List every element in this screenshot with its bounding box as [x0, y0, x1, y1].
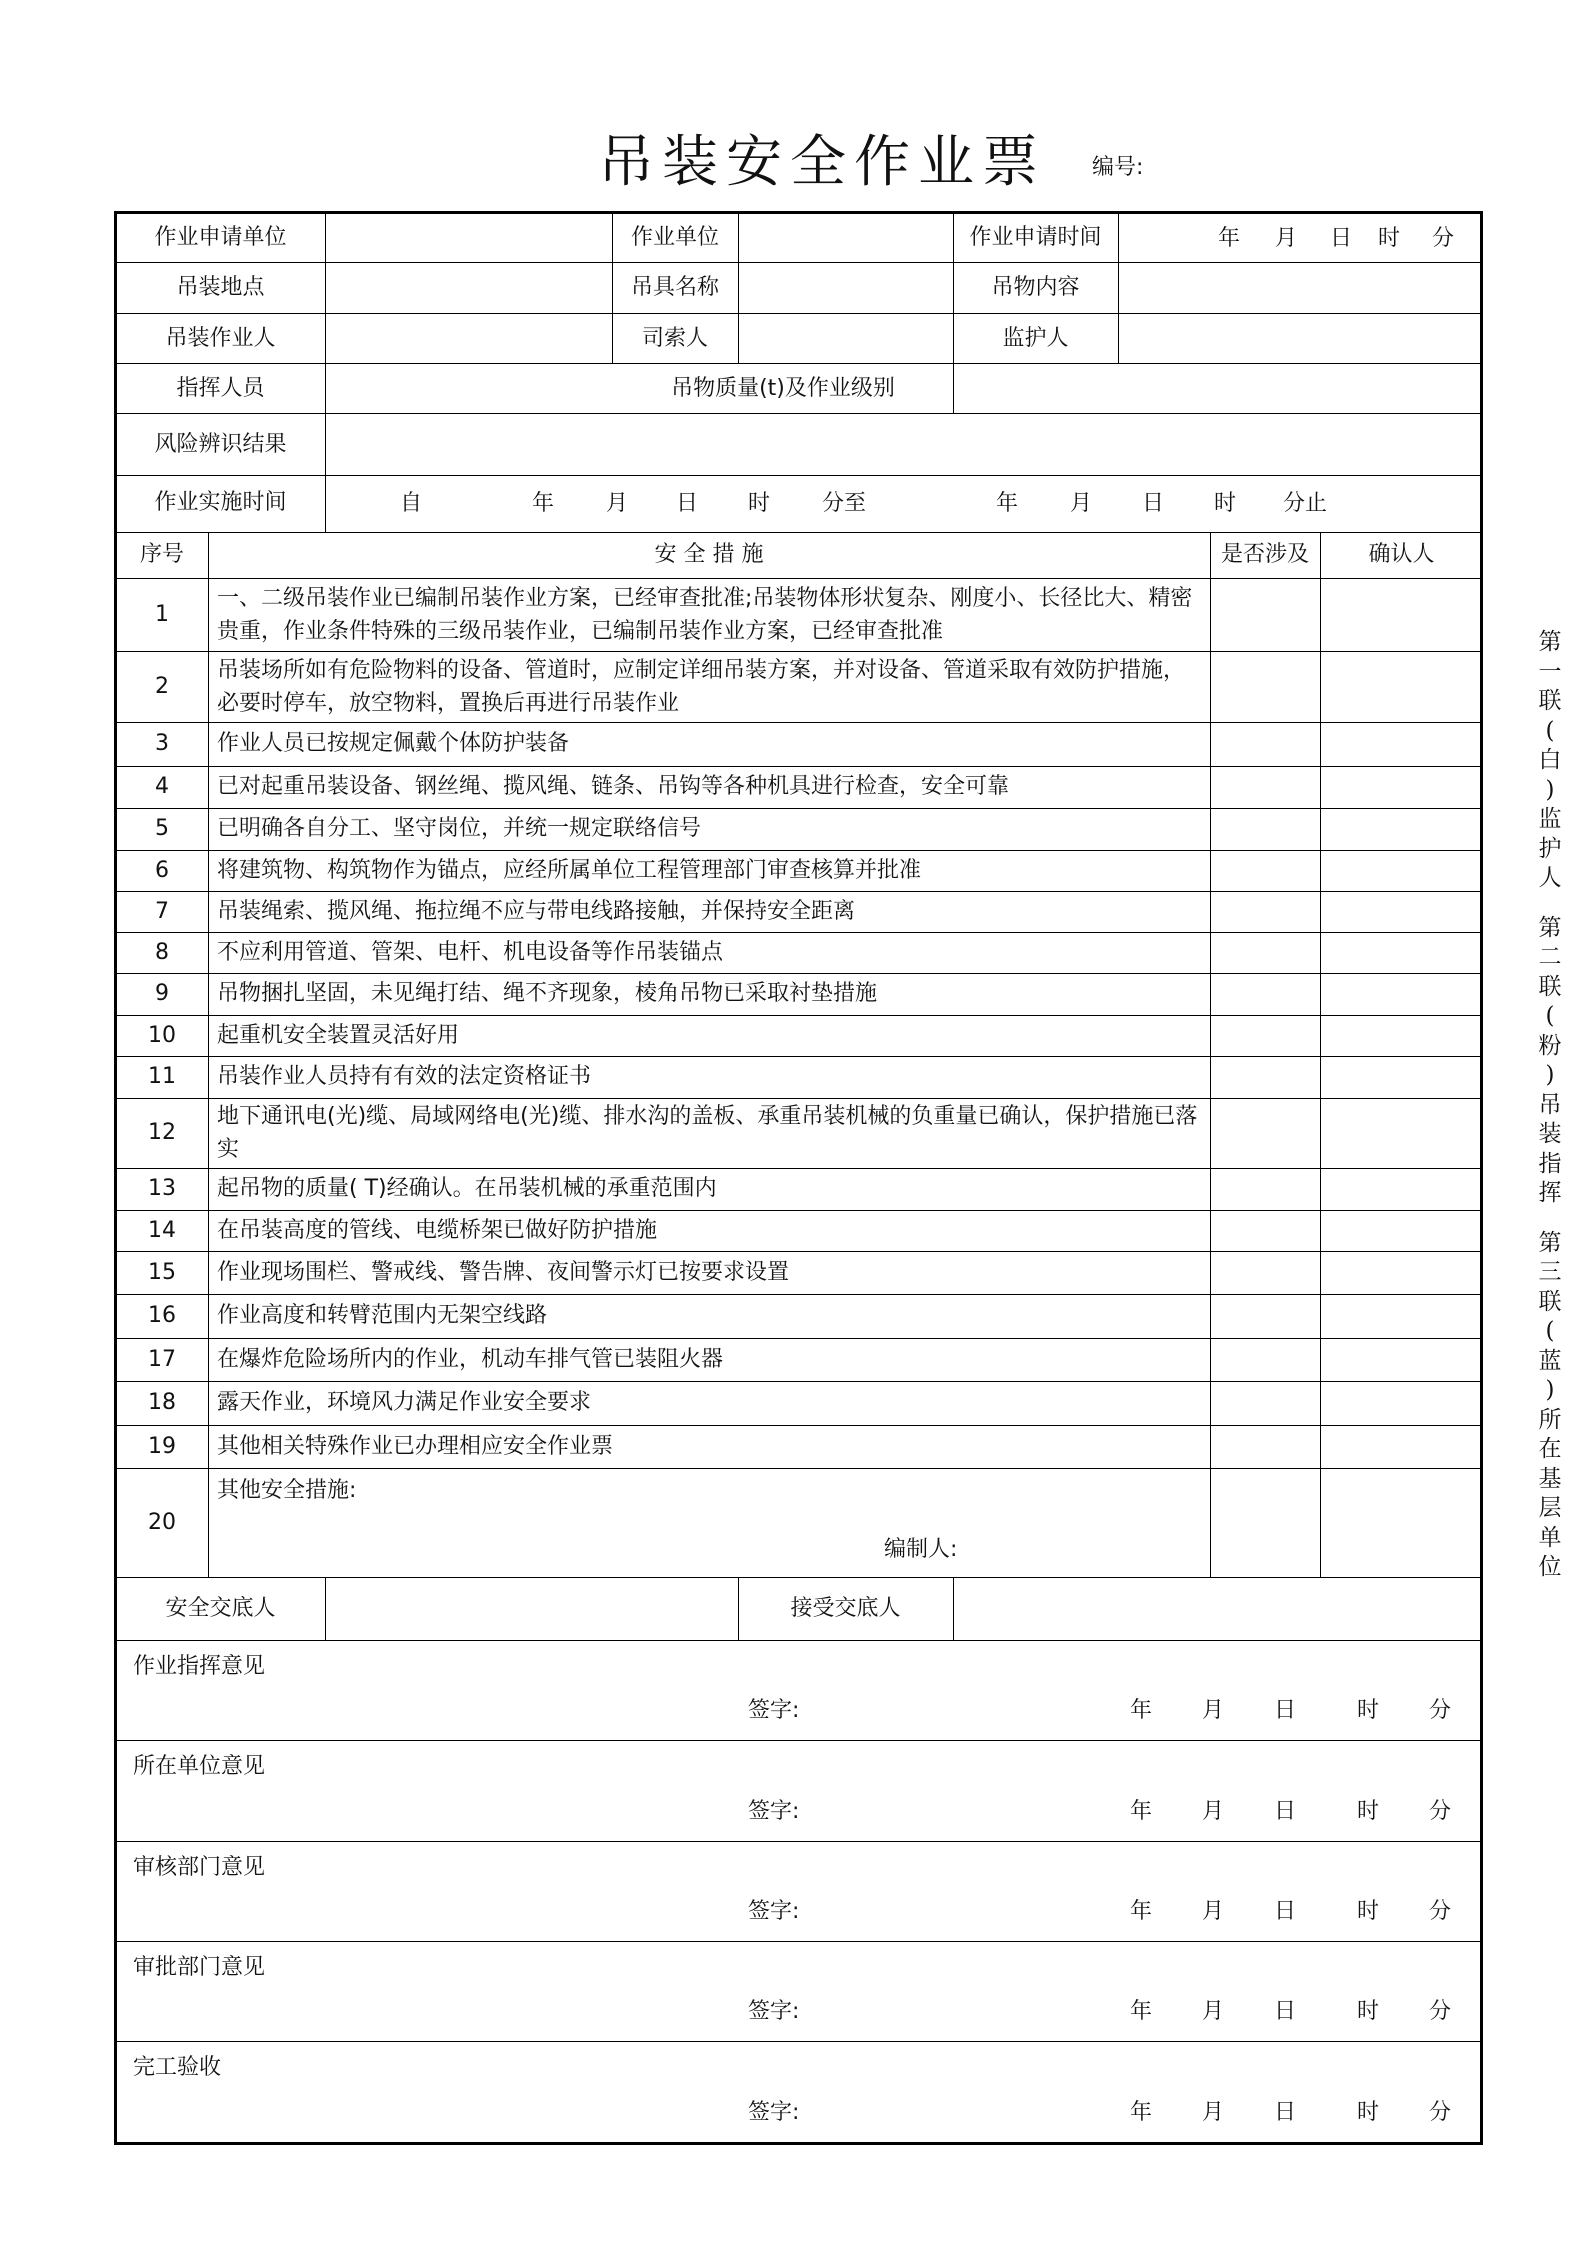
side-note-char: 第 — [1538, 629, 1562, 655]
risk-field[interactable] — [326, 414, 1481, 474]
opinion-date-unit: 时 — [1357, 2100, 1380, 2125]
label-guardian: 监护人 — [1002, 326, 1069, 351]
impl-time-unit: 分至 — [822, 491, 867, 516]
impl-time-field[interactable] — [326, 476, 1481, 531]
involved-cell[interactable] — [1211, 809, 1319, 850]
measure-text: 露天作业，环境风力满足作业安全要求 — [217, 1390, 592, 1415]
opinion-field[interactable] — [118, 1785, 1480, 1791]
measure-row-number: 12 — [148, 1120, 176, 1145]
involved-cell[interactable] — [1211, 851, 1319, 891]
impl-from: 自 — [400, 491, 423, 516]
measure-row-number: 10 — [148, 1022, 176, 1048]
measure-text: 一、二级吊装作业已编制吊装作业方案，已经审查批准;吊装物体形状复杂、刚度小、长径比大、精密贵重，作业条件特殊的三级吊装作业，已编制吊装作业方案，已经审查批准 — [217, 585, 1193, 644]
confirm-cell[interactable] — [1321, 1382, 1481, 1425]
measure-row-number: 20 — [148, 1509, 176, 1535]
side-note-char — [1535, 894, 1565, 914]
side-note-char: 基 — [1538, 1465, 1562, 1492]
side-note-char: 所 — [1538, 1406, 1562, 1433]
mass-level-field[interactable] — [954, 364, 1481, 412]
apply-time-unit: 年 — [1218, 226, 1241, 251]
commander-field[interactable] — [326, 364, 611, 412]
opinion-date-unit: 分 — [1429, 1698, 1452, 1723]
opinion-date-unit: 分 — [1429, 1799, 1452, 1824]
side-note-char: 指 — [1538, 1150, 1562, 1177]
apply-time-unit: 月 — [1275, 226, 1298, 251]
opinion-label: 审批部门意见 — [133, 1955, 266, 1980]
side-note-char: 装 — [1538, 1121, 1562, 1147]
apply-time-unit: 分 — [1432, 226, 1455, 251]
impl-time-unit: 时 — [1214, 491, 1237, 516]
involved-cell[interactable] — [1211, 1426, 1319, 1468]
measure-text: 已对起重吊装设备、钢丝绳、揽风绳、链条、吊钩等各种机具进行检查，安全可靠 — [217, 774, 1010, 799]
measure-row-number: 4 — [155, 774, 169, 799]
opinion-date-unit: 年 — [1130, 1899, 1153, 1924]
opinion-label: 审核部门意见 — [133, 1855, 266, 1880]
measure-row-number: 17 — [148, 1346, 176, 1372]
side-note-char: ) — [1545, 776, 1555, 803]
confirm-cell[interactable] — [1321, 809, 1481, 850]
opinion-date-unit: 月 — [1202, 1999, 1225, 2024]
measure-text: 作业现场围栏、警戒线、警告牌、夜间警示灯已按要求设置 — [217, 1259, 790, 1285]
opinion-date-unit: 时 — [1357, 1799, 1380, 1824]
column-header-measure: 安 全 措 施 — [654, 542, 764, 567]
measure-text: 已明确各自分工、坚守岗位，并统一规定联络信号 — [217, 816, 702, 841]
confirm-cell[interactable] — [1321, 851, 1481, 891]
side-note-char: ( — [1545, 1003, 1555, 1029]
involved-cell[interactable] — [1211, 1339, 1319, 1381]
side-note-char: ( — [1545, 717, 1555, 744]
grid-line — [114, 1841, 1483, 1842]
opinion-date-unit: 月 — [1202, 1698, 1225, 1723]
location-field[interactable] — [326, 263, 611, 312]
confirm-cell[interactable] — [1321, 652, 1481, 722]
measure-text: 吊装场所如有危险物料的设备、管道时，应制定详细吊装方案，并对设备、管道采取有效防护措施，必要时停车，放空物料，置换后再进行吊装作业 — [217, 657, 1186, 716]
side-note-char: 层 — [1538, 1495, 1562, 1521]
opinion-date-unit: 分 — [1429, 2100, 1452, 2125]
grid-line — [208, 532, 209, 1577]
side-note-char: 挥 — [1538, 1180, 1562, 1206]
signature-label: 签字: — [748, 1799, 800, 1824]
confirm-cell[interactable] — [1321, 1211, 1481, 1251]
apply-unit-field[interactable] — [326, 215, 611, 261]
label-cargo-content: 吊物内容 — [991, 275, 1080, 300]
column-header-no: 序号 — [139, 542, 184, 567]
page-title: 吊装安全作业票 — [598, 130, 1046, 195]
side-note-char: 监 — [1538, 806, 1562, 832]
opinion-date-unit: 分 — [1429, 1999, 1452, 2024]
side-note-char: 位 — [1538, 1554, 1562, 1580]
confirm-cell[interactable] — [1321, 767, 1481, 808]
label-location: 吊装地点 — [176, 275, 265, 300]
opinion-label: 所在单位意见 — [133, 1754, 266, 1779]
rigger-field[interactable] — [739, 314, 952, 362]
measure-text: 吊装绳索、揽风绳、拖拉绳不应与带电线路接触，并保持安全距离 — [217, 898, 856, 924]
label-risk: 风险辨识结果 — [154, 432, 287, 457]
impl-time-unit: 分止 — [1283, 491, 1328, 516]
side-note-char: 单 — [1538, 1524, 1562, 1551]
side-note-char: 蓝 — [1538, 1347, 1562, 1374]
involved-cell[interactable] — [1211, 974, 1319, 1015]
opinion-date-unit: 时 — [1357, 1899, 1380, 1924]
opinion-date-unit: 日 — [1274, 2100, 1297, 2125]
column-header-involved: 是否涉及 — [1220, 542, 1309, 567]
measure-author-label: 编制人: — [884, 1537, 958, 1562]
involved-cell[interactable] — [1211, 1016, 1319, 1056]
side-note-char: 在 — [1538, 1436, 1562, 1462]
opinion-date-unit: 月 — [1202, 1799, 1225, 1824]
measure-row-number: 8 — [155, 939, 169, 965]
tool-name-field[interactable] — [739, 263, 952, 312]
signature-label: 签字: — [748, 2100, 800, 2125]
measure-text: 作业高度和转臂范围内无架空线路 — [217, 1303, 548, 1328]
measure-text: 在爆炸危险场所内的作业，机动车排气管已装阻火器 — [217, 1346, 724, 1372]
impl-time-unit: 时 — [748, 491, 771, 516]
measure-row-number: 15 — [148, 1259, 176, 1285]
confirm-cell[interactable] — [1321, 1016, 1481, 1056]
side-note-char: 白 — [1538, 747, 1562, 773]
opinion-date-unit: 月 — [1202, 1899, 1225, 1924]
side-note-char: 联 — [1538, 688, 1562, 714]
opinion-date-unit: 年 — [1130, 2100, 1153, 2125]
apply-time-unit: 时 — [1378, 226, 1401, 251]
label-operator: 吊装作业人 — [165, 326, 276, 351]
involved-cell[interactable] — [1211, 1469, 1319, 1577]
measure-row-number: 16 — [148, 1303, 176, 1328]
involved-cell[interactable] — [1211, 892, 1319, 932]
opinion-date-unit: 年 — [1130, 1999, 1153, 2024]
impl-time-unit: 日 — [1142, 491, 1165, 516]
confirm-cell[interactable] — [1321, 1426, 1481, 1468]
measure-text: 其他相关特殊作业已办理相应安全作业票 — [217, 1433, 614, 1459]
confirm-cell[interactable] — [1321, 974, 1481, 1015]
confirm-cell[interactable] — [1321, 1295, 1481, 1338]
grid-line — [114, 1640, 1483, 1641]
grid-line — [114, 532, 1483, 533]
involved-cell[interactable] — [1211, 1382, 1319, 1425]
confirm-cell[interactable] — [1321, 1339, 1481, 1381]
side-note-char: 三 — [1538, 1259, 1562, 1285]
impl-time-unit: 月 — [606, 491, 629, 516]
work-permit-form — [114, 211, 1483, 2145]
measure-text: 地下通讯电(光)缆、局域网络电(光)缆、排水沟的盖板、承重吊装机械的负重量已确认，保护措施已落实 — [217, 1104, 1198, 1162]
side-note-char: 联 — [1538, 973, 1562, 1000]
impl-time-unit: 年 — [996, 491, 1019, 516]
confirm-cell[interactable] — [1321, 933, 1481, 973]
opinion-label: 作业指挥意见 — [133, 1654, 266, 1679]
apply-time-unit: 日 — [1330, 226, 1353, 251]
measure-text: 吊物捆扎坚固，未见绳打结、绳不齐现象，棱角吊物已采取衬垫措施 — [217, 981, 878, 1006]
label-commander: 指挥人员 — [176, 376, 265, 401]
measure-row-number: 18 — [148, 1390, 176, 1415]
apply-time-field[interactable] — [1119, 215, 1481, 261]
confirm-cell[interactable] — [1321, 1252, 1481, 1294]
opinion-field[interactable] — [118, 2086, 1480, 2092]
grid-line — [612, 214, 613, 363]
side-note-char: 一 — [1538, 658, 1562, 685]
measure-text: 起吊物的质量( T)经确认。在吊装机械的承重范围内 — [217, 1176, 717, 1201]
involved-cell[interactable] — [1211, 1295, 1319, 1338]
side-note-char: 人 — [1538, 865, 1562, 891]
measure-text: 其他安全措施: — [217, 1478, 357, 1503]
cargo-content-field[interactable] — [1119, 263, 1481, 312]
involved-cell[interactable] — [1211, 1057, 1319, 1098]
opinion-label: 完工验收 — [133, 2055, 222, 2080]
label-work-unit: 作业单位 — [630, 225, 719, 250]
opinion-date-unit: 日 — [1274, 1698, 1297, 1723]
label-safety-giver: 安全交底人 — [165, 1596, 276, 1621]
opinion-date-unit: 日 — [1274, 1899, 1297, 1924]
label-tool-name: 吊具名称 — [630, 275, 719, 300]
work-unit-field[interactable] — [739, 215, 952, 261]
grid-line — [114, 1740, 1483, 1741]
copy-distribution-note — [1535, 628, 1565, 1583]
opinion-date-unit: 日 — [1274, 1999, 1297, 2024]
impl-time-unit: 月 — [1070, 491, 1093, 516]
involved-cell[interactable] — [1211, 652, 1319, 722]
involved-cell[interactable] — [1211, 933, 1319, 973]
measure-row-number: 1 — [155, 601, 169, 627]
opinion-date-unit: 日 — [1274, 1799, 1297, 1824]
involved-cell[interactable] — [1211, 579, 1319, 651]
confirm-cell[interactable] — [1321, 579, 1481, 651]
measure-row-number: 3 — [155, 731, 169, 756]
opinion-field[interactable] — [118, 1685, 1480, 1690]
measure-row-number: 5 — [155, 816, 169, 841]
grid-line — [953, 214, 954, 363]
measure-row-number: 9 — [155, 981, 169, 1006]
measure-row-number: 11 — [148, 1064, 176, 1089]
measure-text: 作业人员已按规定佩戴个体防护装备 — [217, 731, 570, 756]
impl-time-unit: 日 — [676, 491, 699, 516]
opinion-date-unit: 年 — [1130, 1799, 1153, 1824]
label-safety-receiver: 接受交底人 — [790, 1596, 901, 1621]
impl-time-unit: 年 — [532, 491, 555, 516]
measure-row-number: 14 — [148, 1217, 176, 1243]
confirm-cell[interactable] — [1321, 1057, 1481, 1098]
confirm-cell[interactable] — [1321, 1469, 1481, 1577]
side-note-char: ) — [1545, 1062, 1555, 1088]
confirm-cell[interactable] — [1321, 1099, 1481, 1168]
involved-cell[interactable] — [1211, 723, 1319, 766]
signature-label: 签字: — [748, 1999, 800, 2024]
grid-line — [738, 1577, 739, 1640]
opinion-date-unit: 分 — [1429, 1899, 1452, 1924]
involved-cell[interactable] — [1211, 767, 1319, 808]
label-impl-time: 作业实施时间 — [154, 490, 287, 515]
label-mass-level: 吊物质量(t)及作业级别 — [671, 376, 895, 401]
confirm-cell[interactable] — [1321, 1169, 1481, 1210]
measure-text: 吊装作业人员持有有效的法定资格证书 — [217, 1064, 592, 1089]
side-note-char: 护 — [1538, 835, 1562, 862]
signature-label: 签字: — [748, 1899, 800, 1924]
opinion-field[interactable] — [118, 1886, 1480, 1891]
grid-line — [114, 1941, 1483, 1942]
measure-row-number: 2 — [155, 673, 169, 699]
column-header-confirm: 确认人 — [1368, 542, 1435, 567]
opinion-date-unit: 时 — [1357, 1698, 1380, 1723]
measure-text: 在吊装高度的管线、电缆桥架已做好防护措施 — [217, 1217, 658, 1243]
operator-field[interactable] — [326, 314, 611, 362]
guardian-field[interactable] — [1119, 314, 1481, 362]
confirm-cell[interactable] — [1321, 892, 1481, 932]
involved-cell[interactable] — [1211, 1099, 1319, 1168]
opinion-date-unit: 时 — [1357, 1999, 1380, 2024]
label-rigger: 司索人 — [641, 326, 708, 351]
involved-cell[interactable] — [1211, 1211, 1319, 1251]
side-note-char: 二 — [1538, 944, 1562, 970]
side-note-char: 联 — [1538, 1288, 1562, 1315]
label-apply-time: 作业申请时间 — [969, 225, 1102, 250]
label-apply-unit: 作业申请单位 — [154, 225, 287, 250]
involved-cell[interactable] — [1211, 1169, 1319, 1210]
involved-cell[interactable] — [1211, 1252, 1319, 1294]
measure-row-number: 6 — [155, 857, 169, 883]
measure-text: 不应利用管道、管架、电杆、机电设备等作吊装锚点 — [217, 939, 724, 965]
opinion-date-unit: 月 — [1202, 2100, 1225, 2125]
measure-text: 将建筑物、构筑物作为锚点，应经所属单位工程管理部门审查核算并批准 — [217, 857, 922, 883]
side-note-char: ) — [1545, 1377, 1555, 1403]
side-note-char: 第 — [1538, 914, 1562, 941]
opinion-field[interactable] — [118, 1986, 1480, 1991]
side-note-char: 第 — [1538, 1229, 1562, 1256]
confirm-cell[interactable] — [1321, 723, 1481, 766]
grid-line — [114, 2041, 1483, 2042]
measure-row-number: 19 — [148, 1433, 176, 1459]
safety-giver-field[interactable] — [326, 1578, 737, 1639]
side-note-char — [1535, 1209, 1565, 1229]
serial-number-label: 编号: — [1092, 155, 1144, 180]
measure-row-number: 7 — [155, 898, 169, 924]
side-note-char: 吊 — [1538, 1091, 1562, 1118]
measure-row-number: 13 — [148, 1176, 176, 1201]
measure-text: 起重机安全装置灵活好用 — [217, 1022, 460, 1048]
opinion-date-unit: 年 — [1130, 1698, 1153, 1723]
safety-receiver-field[interactable] — [954, 1578, 1481, 1639]
side-note-char: 粉 — [1538, 1032, 1562, 1059]
side-note-char: ( — [1545, 1318, 1555, 1344]
signature-label: 签字: — [748, 1698, 800, 1723]
